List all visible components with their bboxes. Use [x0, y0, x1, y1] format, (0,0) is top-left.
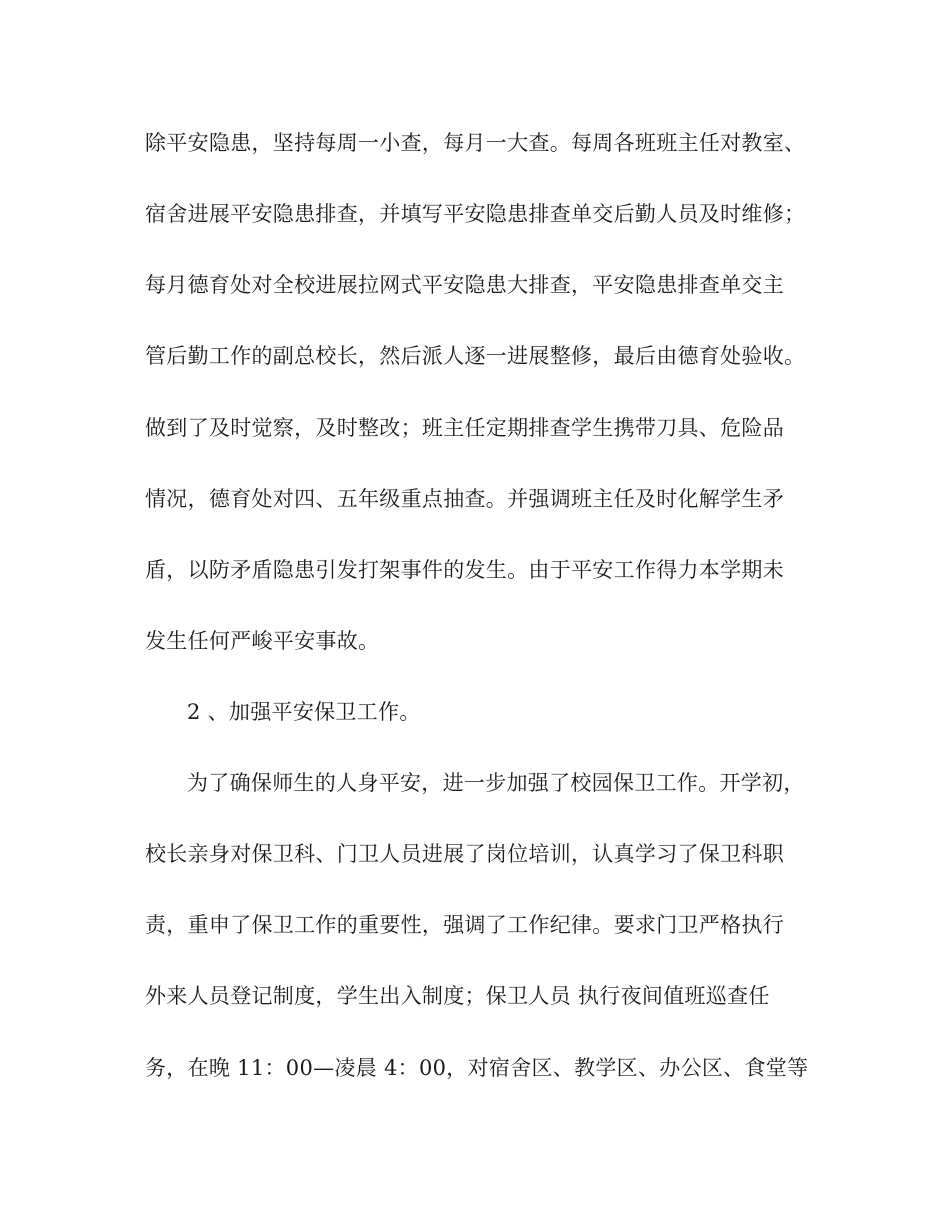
text-line: 务，在晚 11：00—凌晨 4：00，对宿舍区、教学区、办公区、食堂等 — [145, 1056, 809, 1080]
text-line: 责，重申了保卫工作的重要性，强调了工作纪律。要求门卫严格执行 — [145, 913, 784, 937]
text-line: 情况，德育处对四、五年级重点抽查。并强调班主任及时化解学生矛 — [145, 487, 784, 511]
text-line: 每月德育处对全校进展拉网式平安隐患大排查，平安隐患排查单交主 — [145, 273, 784, 297]
text-line: 宿舍进展平安隐患排查，并填写平安隐患排查单交后勤人员及时维修； — [145, 202, 806, 226]
text-line: 外来人员登记制度，学生出入制度；保卫人员 执行夜间值班巡查任 — [145, 984, 770, 1008]
text-line: 管后勤工作的副总校长，然后派人逐一进展整修，最后由德育处验收。 — [145, 344, 806, 368]
text-line: 盾，以防矛盾隐患引发打架事件的发生。由于平安工作得力本学期未 — [145, 558, 784, 582]
text-line: 为了确保师生的人身平安，进一步加强了校园保卫工作。开学初， — [187, 771, 805, 795]
text-line: 除平安隐患，坚持每周一小查，每月一大查。每周各班班主任对教室、 — [145, 131, 806, 155]
text-line: 做到了及时觉察，及时整改；班主任定期排查学生携带刀具、危险品 — [145, 416, 784, 440]
text-line: 校长亲身对保卫科、门卫人员进展了岗位培训，认真学习了保卫科职 — [145, 842, 784, 866]
text-line: 发生任何严峻平安事故。 — [145, 629, 380, 653]
section-heading: 2 、加强平安保卫工作。 — [187, 700, 421, 724]
